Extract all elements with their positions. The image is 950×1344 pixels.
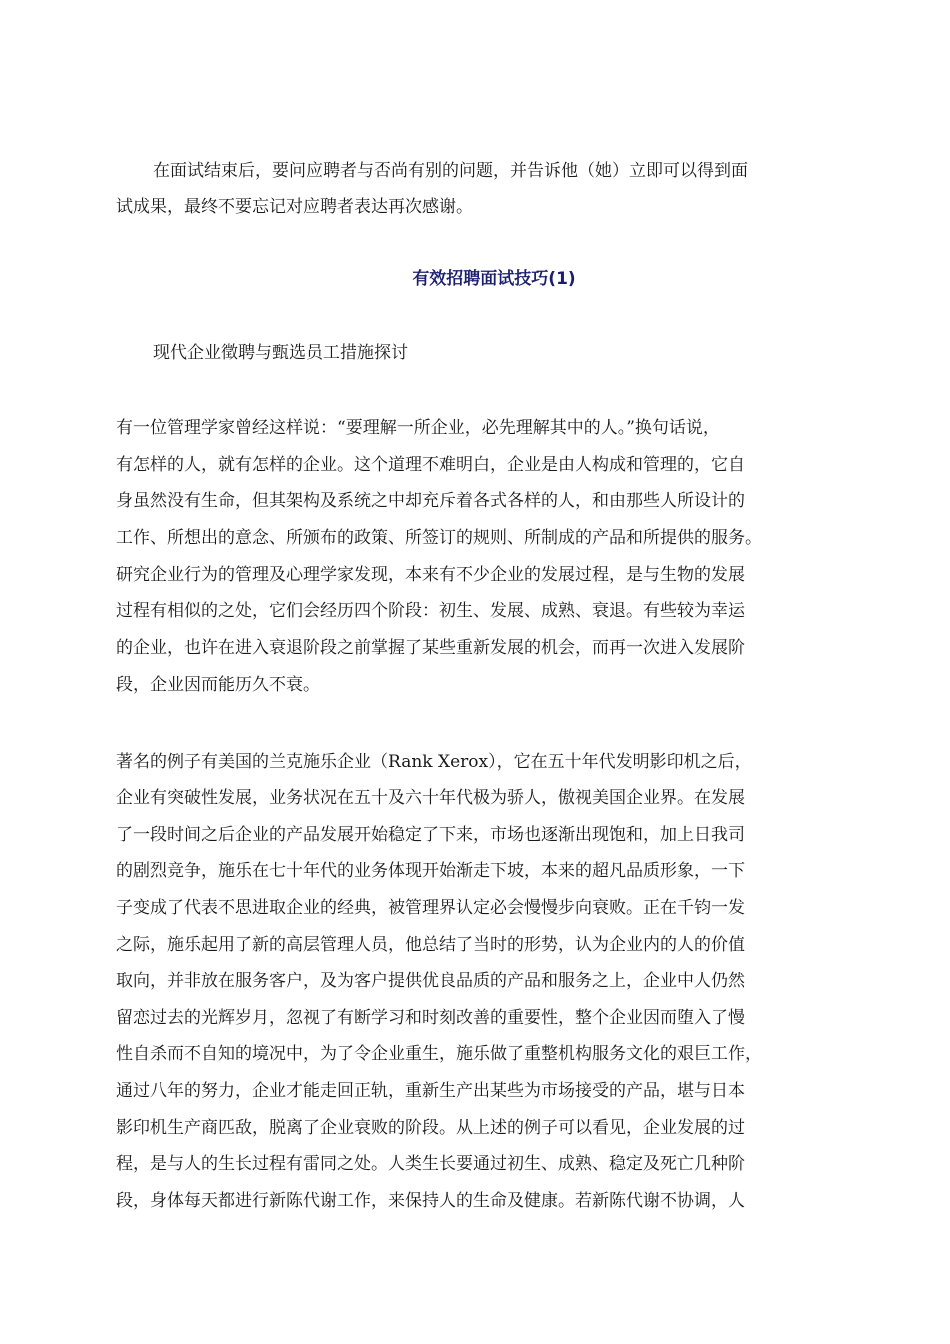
paragraph-2-line: 段，身体每天都进行新陈代谢工作，来保持人的生命及健康。若新陈代谢不协调，人 [116, 1191, 745, 1211]
paragraph-1-line: 段，企业因而能历久不衰。 [116, 675, 320, 695]
intro-line: 在面试结束后，要问应聘者与否尚有别的问题，并告诉他（她）立即可以得到面 [153, 161, 748, 181]
section-subheading: 现代企业徵聘与甄选员工措施探讨 [153, 343, 408, 363]
paragraph-2-line: 影印机生产商匹敌，脱离了企业衰败的阶段。从上述的例子可以看见，企业发展的过 [116, 1118, 745, 1138]
paragraph-2-line: 之际，施乐起用了新的高层管理人员，他总结了当时的形势，认为企业内的人的价值 [116, 935, 745, 955]
section-heading: 有效招聘面试技巧(1) [412, 269, 576, 289]
paragraph-2-line: 通过八年的努力，企业才能走回正轨，重新生产出某些为市场接受的产品，堪与日本 [116, 1081, 745, 1101]
paragraph-1-line: 过程有相似的之处，它们会经历四个阶段：初生、发展、成熟、衰退。有些较为幸运 [116, 601, 745, 621]
paragraph-1-line: 有怎样的人，就有怎样的企业。这个道理不难明白，企业是由人构成和管理的，它自 [116, 455, 745, 475]
paragraph-2-line: 留恋过去的光辉岁月，忽视了有断学习和时刻改善的重要性，整个企业因而堕入了慢 [116, 1008, 745, 1028]
paragraph-1-line: 有一位管理学家曾经这样说：“要理解一所企业，必先理解其中的人。”换句话说， [116, 418, 720, 438]
paragraph-2-line: 的剧烈竞争，施乐在七十年代的业务体现开始渐走下坡，本来的超凡品质形象，一下 [116, 861, 745, 881]
intro-line: 试成果，最终不要忘记对应聘者表达再次感谢。 [116, 197, 473, 217]
paragraph-1-line: 的企业，也许在进入衰退阶段之前掌握了某些重新发展的机会，而再一次进入发展阶 [116, 638, 745, 658]
paragraph-2-line: 取向，并非放在服务客户，及为客户提供优良品质的产品和服务之上，企业中人仍然 [116, 971, 745, 991]
paragraph-1-line: 身虽然没有生命，但其架构及系统之中却充斥着各式各样的人，和由那些人所设计的 [116, 491, 745, 511]
paragraph-2-line: 性自杀而不自知的境况中，为了令企业重生，施乐做了重整机构服务文化的艰巨工作， [116, 1044, 762, 1064]
paragraph-1-line: 工作、所想出的意念、所颁布的政策、所签订的规则、所制成的产品和所提供的服务。 [116, 528, 762, 548]
paragraph-2-line: 企业有突破性发展，业务状况在五十及六十年代极为骄人，傲视美国企业界。在发展 [116, 788, 745, 808]
paragraph-2-line: 著名的例子有美国的兰克施乐企业（Rank Xerox），它在五十年代发明影印机之后， [116, 752, 752, 772]
paragraph-1-line: 研究企业行为的管理及心理学家发现，本来有不少企业的发展过程，是与生物的发展 [116, 565, 745, 585]
paragraph-2-line: 程，是与人的生长过程有雷同之处。人类生长要通过初生、成熟、稳定及死亡几种阶 [116, 1154, 745, 1174]
paragraph-2-line: 了一段时间之后企业的产品发展开始稳定了下来，市场也逐渐出现饱和，加上日我司 [116, 825, 745, 845]
paragraph-2-line: 子变成了代表不思进取企业的经典，被管理界认定必会慢慢步向衰败。正在千钧一发 [116, 898, 745, 918]
